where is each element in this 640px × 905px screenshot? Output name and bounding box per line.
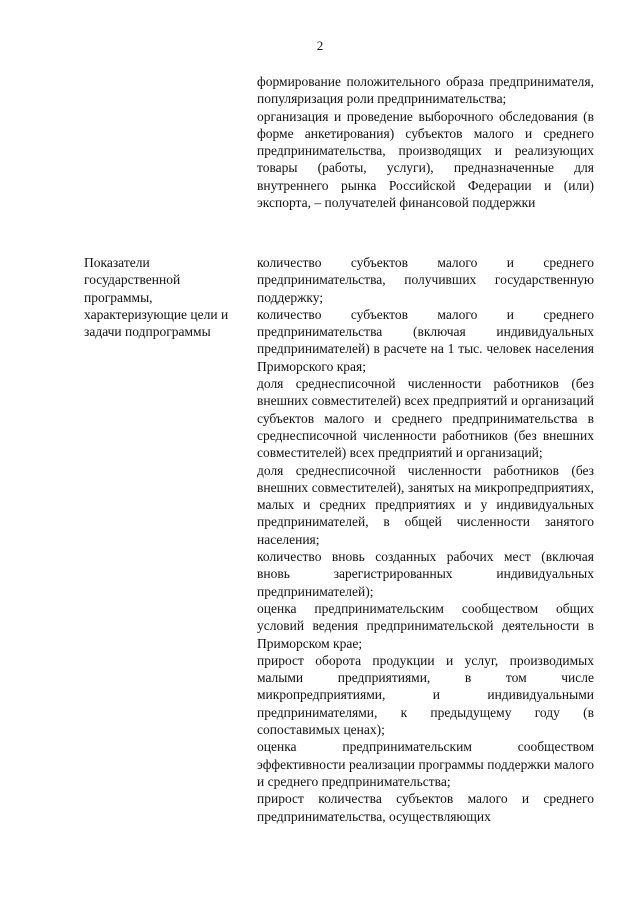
indicator-item: количество субъектов малого и среднего предпринимательства, получивших государственную поддержку; (257, 255, 594, 305)
indicator-item: прирост оборота продукции и услуг, производимых малыми предприятиями, в том числе микропредприятиями, и индивидуальными предпринимателями, к предыдущему году (в сопоставимых ценах); (257, 652, 594, 738)
indicator-item: доля среднесписочной численности работников (без внешних совместителей) всех предприятий и организаций субъектов малого и среднего предпринимательства в среднесписочной численности работников (без внешних совместителей) всех предприятий и организаций; (257, 376, 594, 461)
indicator-item: количество вновь созданных рабочих мест (включая вновь зарегистрированных индивидуальных предпринимателей); (257, 549, 594, 599)
continued-items (257, 73, 594, 211)
list-item: формирование положительного образа предпринимателя, популяризация роли предпринимательства; (257, 74, 594, 107)
indicator-item: оценка предпринимательским сообществом общих условий ведения предпринимательской деятельности в Приморском крае; (257, 600, 594, 651)
section-label-line: государственной (84, 272, 181, 288)
indicator-item: доля среднесписочной численности работников (без внешних совместителей), занятых на микропредприятиях, малых и средних предприятиях и у индивидуальных предпринимателей, в общей численности занятого населения; (257, 462, 594, 547)
indicators-list (257, 254, 594, 825)
section-label-line: Показатели (84, 255, 150, 270)
section-label (84, 254, 242, 340)
section-label-line: задачи подпрограммы (84, 324, 211, 340)
page-number: 2 (316, 38, 324, 53)
section-label-line: программы, (84, 289, 153, 305)
indicator-item: прирост количества субъектов малого и среднего предпринимательства, осуществляющих (257, 791, 594, 824)
indicator-item: оценка предпринимательским сообществом эффективности реализации программы поддержки малого и среднего предпринимательства; (257, 739, 594, 789)
list-item: организация и проведение выборочного обследования (в форме анкетирования) субъектов малого и среднего предпринимательства, производящих и реализующих товары (работы, услуги), предназначенные для внутреннего рынка Российской Федерации и (или) экспорта, – получателей финансовой поддержки (257, 108, 594, 211)
indicator-item: количество субъектов малого и среднего предпринимательства (включая индивидуальных предпринимателей) в расчете на 1 тыс. человек населения Приморского края; (257, 306, 594, 374)
section-label-line: характеризующие цели и (84, 306, 229, 322)
